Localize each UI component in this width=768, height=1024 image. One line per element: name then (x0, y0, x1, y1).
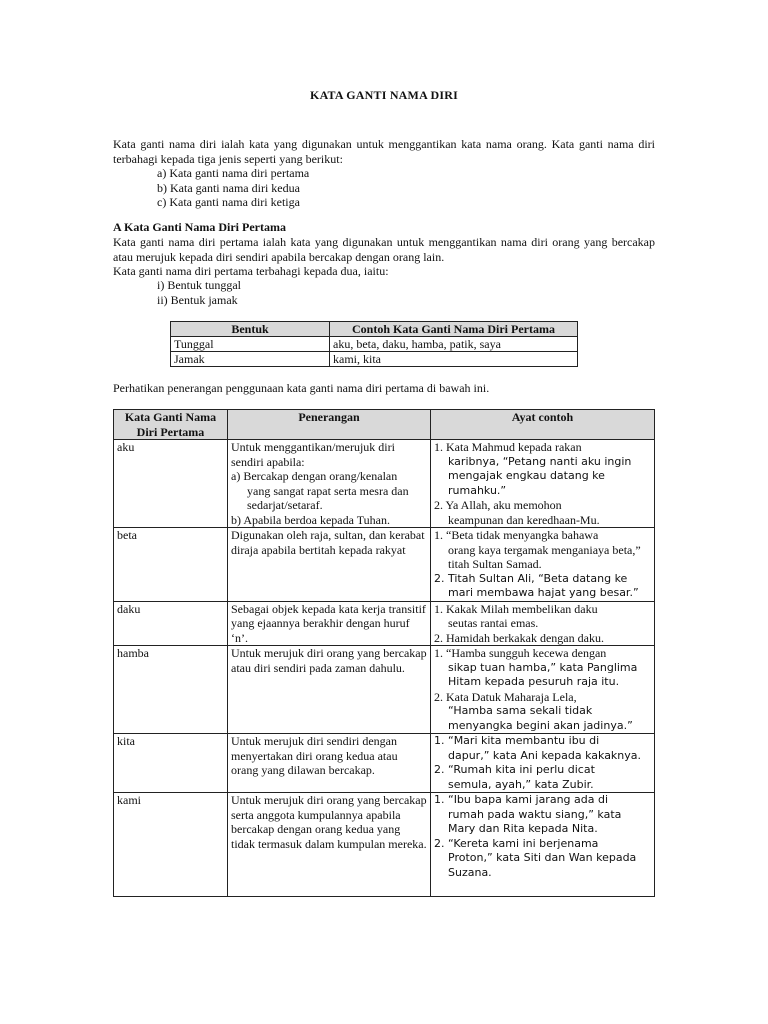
table-cell: kami, kita (330, 352, 578, 367)
example-line: 1. “Ibu bapa kami jarang ada di (434, 793, 609, 806)
table-header: Kata Ganti Nama Diri Pertama (114, 410, 228, 440)
form-list (157, 278, 241, 307)
table-row (114, 528, 655, 602)
section-heading: A Kata Ganti Nama Diri Pertama (113, 220, 286, 234)
example-line: 2. Ya Allah, aku memohon (434, 498, 562, 512)
example-line: 2. “Kereta kami ini berjenama (434, 836, 599, 850)
example-line: keampunan dan keredhaan-Mu. (448, 512, 600, 527)
table-cell: aku, beta, daku, hamba, patik, saya (330, 337, 578, 352)
example-line: karibnya, “Petang nanti aku ingin mengajak engkau datang ke rumahku.” (448, 454, 632, 497)
example-line: 2. “Rumah kita ini perlu dicat (434, 763, 595, 776)
example-line: dapur,” kata Ani kepada kakaknya. (448, 748, 642, 762)
usage-table (113, 409, 655, 897)
word-cell: hamba (114, 646, 228, 734)
table-row (114, 601, 655, 646)
word-cell: beta (114, 528, 228, 602)
example-line: 1. “Hamba sungguh kecewa dengan (434, 646, 607, 660)
example-line: 2. Hamidah berkakak dengan daku. (434, 630, 604, 645)
table-row (114, 734, 655, 793)
example-line: 1. “Beta tidak menyangka bahawa (434, 528, 599, 542)
table-row (114, 646, 655, 734)
example-line: 1. Kakak Milah membelikan daku (434, 601, 598, 616)
example-cell (431, 793, 655, 897)
section-paragraph: Kata ganti nama diri pertama ialah kata yang digunakan untuk menggantikan nama diri orang yang bercakap atau merujuk kepada diri sendiri apabila bercakap dengan orang lain. (113, 235, 655, 264)
example-line: seutas rantai emas. (448, 616, 539, 630)
desc-line: Untuk merujuk diri orang yang bercakap serta anggota kumpulannya apabila bercakap dengan orang kedua yang tidak termasuk dalam kumpulan mereka. (231, 793, 427, 851)
example-cell (431, 440, 655, 528)
list-item: b) Kata ganti nama diri kedua (157, 180, 300, 195)
word-cell: aku (114, 440, 228, 528)
desc-cell (228, 646, 431, 734)
desc-cell (228, 734, 431, 793)
table-header: Contoh Kata Ganti Nama Diri Pertama (330, 322, 578, 337)
example-line: 1. Kata Mahmud kepada rakan (434, 440, 582, 454)
desc-cell (228, 528, 431, 602)
table-row (114, 440, 655, 528)
table-header-row (171, 322, 578, 337)
table-header: Ayat contoh (431, 410, 655, 440)
example-cell (431, 646, 655, 734)
desc-line: Sebagai objek kepada kata kerja transitif yang ejaannya berakhir dengan huruf ‘n’. (231, 601, 426, 645)
table-header-row (114, 410, 655, 440)
word-cell: kita (114, 734, 228, 793)
example-line: “Hamba sama sekali tidak menyangka begini akan jadinya.” (448, 704, 633, 732)
table-header: Bentuk (171, 322, 330, 337)
desc-cell (228, 601, 431, 646)
list-item: a) Kata ganti nama diri pertama (157, 166, 310, 180)
forms-table (170, 321, 578, 367)
desc-line: Untuk menggantikan/merujuk diri sendiri apabila: (231, 440, 395, 469)
example-line: orang kaya tergamak menganiaya beta,” titah Sultan Samad. (448, 542, 641, 571)
example-line: rumah pada waktu siang,” kata Mary dan Rita kepada Nita. (448, 807, 622, 835)
intro-paragraph: Kata ganti nama diri ialah kata yang digunakan untuk menggantikan kata nama orang. Kata ganti nama diri terbahagi kepada tiga jenis seperti yang berikut: (113, 137, 655, 166)
example-cell (431, 528, 655, 602)
list-item: c) Kata ganti nama diri ketiga (157, 195, 300, 209)
page-title: KATA GANTI NAMA DIRI (310, 88, 458, 102)
table-row (171, 352, 578, 367)
table-cell: Jamak (171, 352, 330, 367)
example-line: Proton,” kata Siti dan Wan kepada Suzana. (448, 851, 637, 879)
desc-cell (228, 793, 431, 897)
section-paragraph-2: Kata ganti nama diri pertama terbahagi kepada dua, iaitu: (113, 264, 389, 278)
example-line: 1. “Mari kita membantu ibu di (434, 734, 600, 747)
desc-cell (228, 440, 431, 528)
list-item: i) Bentuk tunggal (157, 278, 241, 292)
table-row (171, 337, 578, 352)
desc-line: Digunakan oleh raja, sultan, dan kerabat diraja apabila bertitah kepada rakyat (231, 528, 425, 557)
table-row (114, 793, 655, 897)
table-header: Penerangan (228, 410, 431, 440)
example-line: mari membawa hajat yang besar.” (448, 586, 639, 599)
desc-line: b) Apabila berdoa kepada Tuhan. (231, 512, 390, 527)
example-cell (431, 734, 655, 793)
intro-list (157, 166, 309, 210)
desc-line: Untuk merujuk diri orang yang bercakap atau diri sendiri pada zaman dahulu. (231, 646, 427, 675)
desc-line: Untuk merujuk diri sendiri dengan menyertakan diri orang kedua atau orang yang dilawan bercakap. (231, 734, 398, 777)
desc-line: yang sangat rapat serta mesra dan sedarjat/setaraf. (247, 483, 409, 512)
word-cell: kami (114, 793, 228, 897)
list-item: ii) Bentuk jamak (157, 292, 238, 307)
example-cell (431, 601, 655, 646)
desc-line: a) Bercakap dengan orang/kenalan (231, 469, 398, 483)
word-cell: daku (114, 601, 228, 646)
example-line: sikap tuan hamba,” kata Panglima Hitam kepada pesuruh raja itu. (448, 660, 638, 688)
example-line: 2. Kata Datuk Maharaja Lela, (434, 689, 577, 704)
table-cell: Tunggal (171, 337, 330, 352)
note-paragraph: Perhatikan penerangan penggunaan kata ganti nama diri pertama di bawah ini. (113, 381, 490, 395)
example-line: 2. Titah Sultan Ali, “Beta datang ke (434, 571, 628, 585)
example-line: semula, ayah,” kata Zubir. (448, 777, 594, 791)
